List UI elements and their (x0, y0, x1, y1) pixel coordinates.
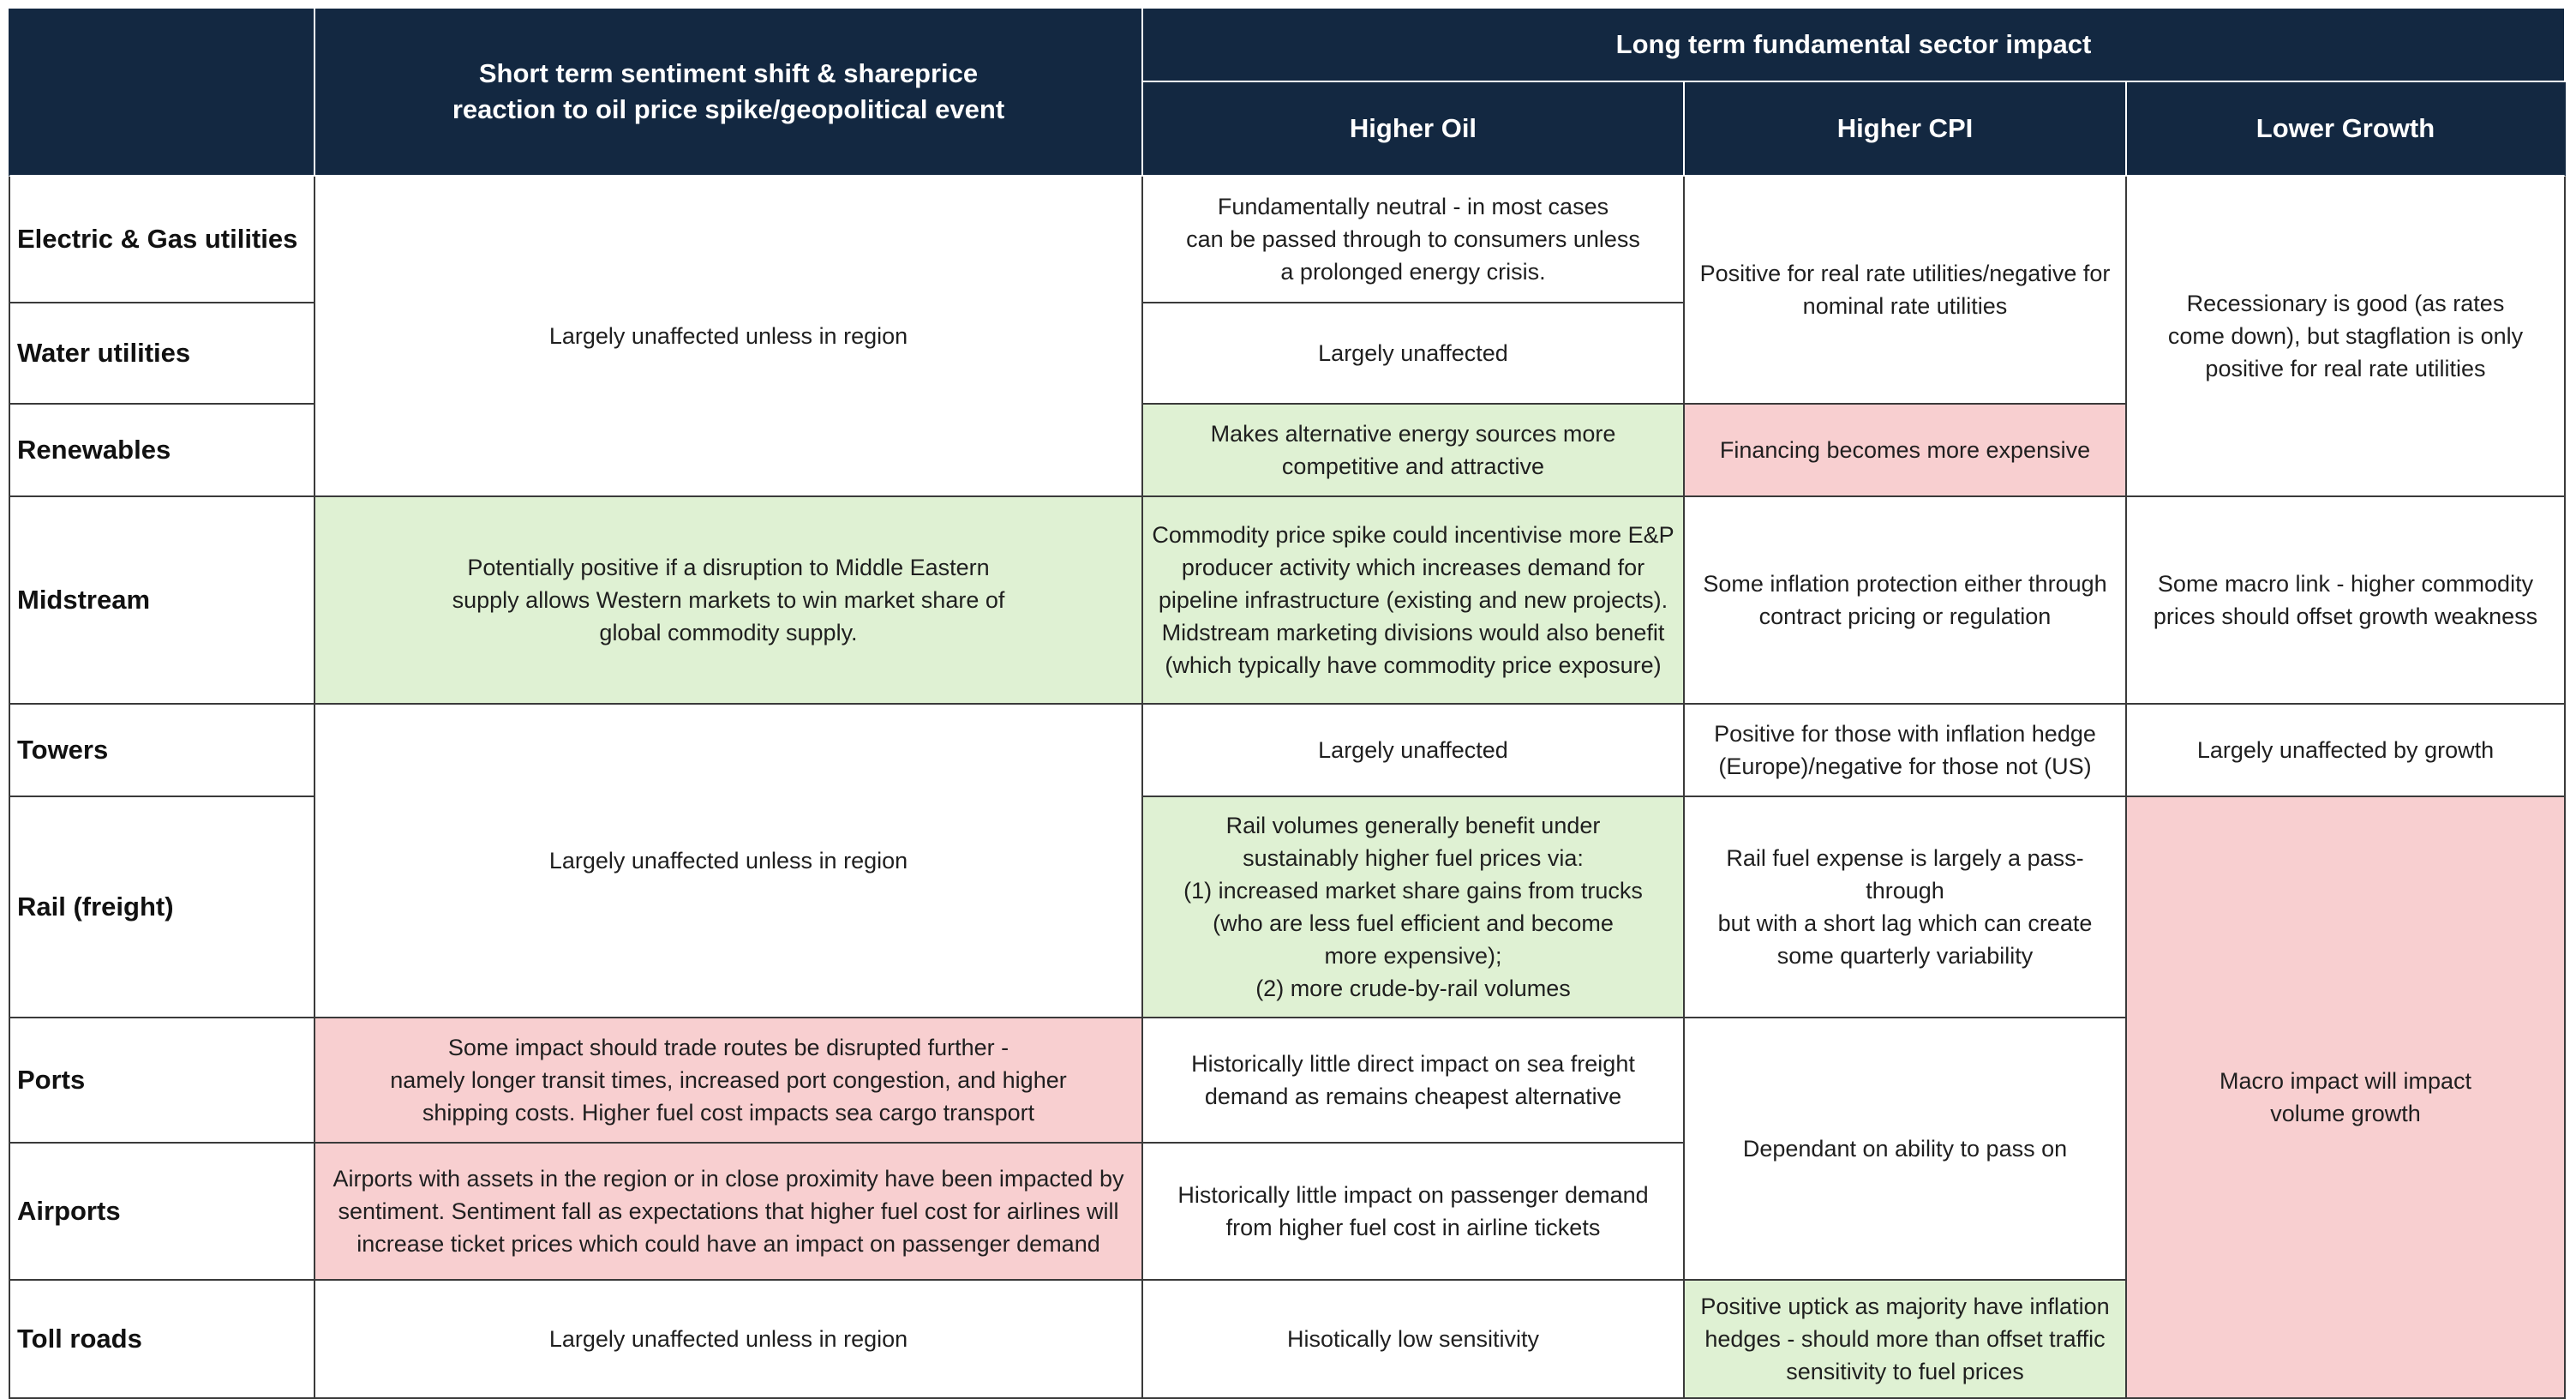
midstream-higher-cpi: Some inflation protection either through contract pricing or regulation (1685, 497, 2127, 705)
header-higher-cpi: Higher CPI (1685, 82, 2127, 177)
transport-lower-growth: Macro impact will impact volume growth (2127, 797, 2566, 1399)
ports-short-term: Some impact should trade routes be disrupted further - namely longer transit times, increased port congestion, and higher shipping costs. Higher fuel cost impacts sea cargo transport (315, 1018, 1143, 1144)
header-short-term: Short term sentiment shift & shareprice reaction to oil price spike/geopolitical event (315, 9, 1143, 177)
utilities-higher-cpi: Positive for real rate utilities/negative for nominal rate utilities (1685, 177, 2127, 405)
renewables-higher-oil: Makes alternative energy sources more competitive and attractive (1143, 405, 1685, 497)
header-higher-oil: Higher Oil (1143, 82, 1685, 177)
row-label-ports: Ports (9, 1018, 315, 1144)
midstream-lower-growth: Some macro link - higher commodity prices should offset growth weakness (2127, 497, 2566, 705)
toll-roads-short-term: Largely unaffected unless in region (315, 1281, 1143, 1399)
row-label-toll-roads: Toll roads (9, 1281, 315, 1399)
sector-impact-table (9, 9, 2566, 1399)
header-corner (9, 9, 315, 177)
row-label-electric-gas: Electric & Gas utilities (9, 177, 315, 303)
row-label-towers: Towers (9, 705, 315, 797)
header-long-term: Long term fundamental sector impact (1143, 9, 2566, 82)
ports-higher-oil: Historically little direct impact on sea freight demand as remains cheapest alternative (1143, 1018, 1685, 1144)
utilities-short-term: Largely unaffected unless in region (315, 177, 1143, 497)
airports-higher-oil: Historically little impact on passenger demand from higher fuel cost in airline tickets (1143, 1144, 1685, 1281)
towers-rail-short-term: Largely unaffected unless in region (315, 705, 1143, 1018)
midstream-short-term: Potentially positive if a disruption to Middle Eastern supply allows Western markets to win market share of global commodity supply. (315, 497, 1143, 705)
toll-roads-higher-cpi: Positive uptick as majority have inflation hedges - should more than offset traffic sensitivity to fuel prices (1685, 1281, 2127, 1399)
header-lower-growth: Lower Growth (2127, 82, 2566, 177)
electric-gas-higher-oil: Fundamentally neutral - in most cases can be passed through to consumers unless a prolonged energy crisis. (1143, 177, 1685, 303)
rail-higher-oil: Rail volumes generally benefit under sustainably higher fuel prices via: (1) increased market share gains from trucks (who are less fuel efficient and become more expensive); (2) more crude-by-rail volumes (1143, 797, 1685, 1018)
row-label-water: Water utilities (9, 303, 315, 405)
towers-higher-oil: Largely unaffected (1143, 705, 1685, 797)
ports-airports-higher-cpi: Dependant on ability to pass on (1685, 1018, 2127, 1281)
water-higher-oil: Largely unaffected (1143, 303, 1685, 405)
row-label-renewables: Renewables (9, 405, 315, 497)
towers-higher-cpi: Positive for those with inflation hedge (Europe)/negative for those not (US) (1685, 705, 2127, 797)
renewables-higher-cpi: Financing becomes more expensive (1685, 405, 2127, 497)
toll-roads-higher-oil: Hisotically low sensitivity (1143, 1281, 1685, 1399)
rail-higher-cpi: Rail fuel expense is largely a pass-through but with a short lag which can create some quarterly variability (1685, 797, 2127, 1018)
towers-lower-growth: Largely unaffected by growth (2127, 705, 2566, 797)
row-label-rail: Rail (freight) (9, 797, 315, 1018)
airports-short-term: Airports with assets in the region or in close proximity have been impacted by sentiment. Sentiment fall as expectations that higher fuel cost for airlines will increase ticket prices which could have an impact on passenger demand (315, 1144, 1143, 1281)
row-label-midstream: Midstream (9, 497, 315, 705)
row-label-airports: Airports (9, 1144, 315, 1281)
utilities-lower-growth: Recessionary is good (as rates come down), but stagflation is only positive for real rate utilities (2127, 177, 2566, 497)
midstream-higher-oil: Commodity price spike could incentivise more E&P producer activity which increases demand for pipeline infrastructure (existing and new projects). Midstream marketing divisions would also benefit (which typically have commodity price exposure) (1143, 497, 1685, 705)
